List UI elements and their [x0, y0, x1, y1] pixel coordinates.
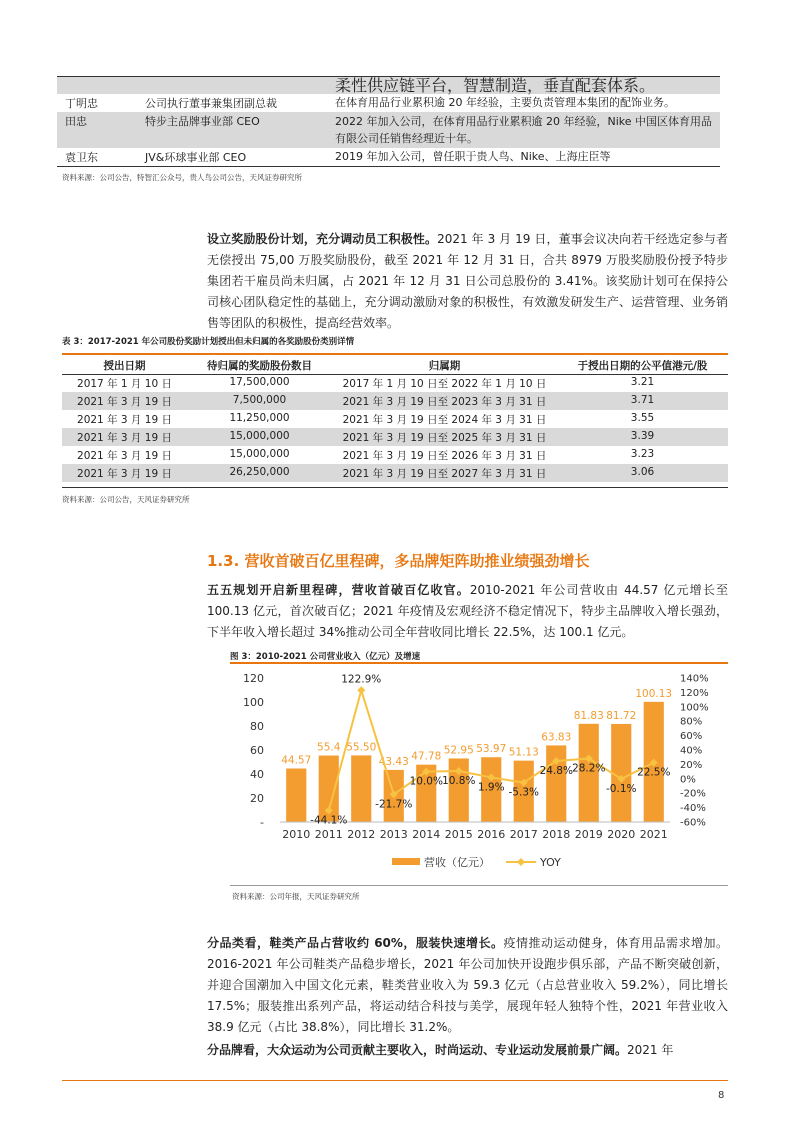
source-note: 资料来源：公司公告，天风证券研究所 [62, 495, 190, 504]
yoy-value-label: -21.7% [375, 798, 413, 811]
category-tick: 2016 [477, 828, 506, 841]
right-axis-tick: -60% [680, 817, 706, 829]
exec-desc: 在体育用品行业累积逾 20 年经验，主要负责管理本集团的配饰业务。 [335, 96, 675, 109]
figure-bottom-line [230, 885, 728, 886]
category-tick: 2011 [314, 828, 343, 841]
bar-value-label: 63.83 [541, 731, 572, 744]
source-note: 资料来源：公司年报，天风证券研究所 [232, 892, 360, 901]
table-header-line [62, 353, 728, 355]
table-row [62, 374, 728, 392]
share-count: 17,500,000 [229, 376, 290, 388]
bar-value-label: 55.50 [346, 741, 377, 754]
category-tick: 2018 [542, 828, 571, 841]
section-heading [207, 550, 590, 571]
exec-name: 丁明忠 [65, 97, 98, 110]
table-row [62, 464, 728, 482]
table-header: 归属期 [428, 360, 461, 372]
vesting-period: 2021 年 3 月 19 日至 2026 年 3 月 31 日 [342, 450, 547, 462]
table-header: 授出日期 [103, 360, 146, 372]
table-row [62, 446, 728, 464]
revenue-bar [286, 769, 306, 822]
grant-date: 2021 年 3 月 19 日 [77, 414, 172, 426]
share-count: 26,250,000 [229, 466, 290, 478]
category-tick: 2013 [379, 828, 408, 841]
right-axis-tick: -20% [680, 788, 706, 800]
paragraph-body: 2010-2021 年公司营收由 44.57 亿元增长至 100.13 亿元，首次破百亿；2021 年疫情及宏观经济不稳定情况下，特步主品牌收入增长强劲，下半年收入增长超过 34%推动公司全年营收同比增长 22.5%，达 100.1 亿元。 [207, 583, 728, 639]
revenue-chart [230, 664, 728, 884]
category-tick: 2019 [574, 828, 603, 841]
yoy-value-label: 1.9% [477, 781, 505, 794]
right-axis-tick: 0% [680, 774, 696, 786]
left-axis-tick: - [260, 816, 264, 829]
exec-desc: 柔性供应链平台，智慧制造，垂直配套体系。 [335, 76, 656, 95]
section-title: 营收首破百亿里程碑，多品牌矩阵助推业绩强劲增长 [244, 552, 590, 570]
category-tick: 2021 [639, 828, 668, 841]
paragraph-category [207, 933, 728, 1038]
paragraph-body: 2021 年 [627, 1043, 674, 1057]
exec-desc: 2019 年加入公司，曾任职于贵人鸟、Nike、上海庄臣等 [335, 150, 611, 163]
paragraph-revenue [207, 580, 728, 643]
figure-title: 图 3：2010-2021 公司营业收入（亿元）及增速 [230, 652, 421, 662]
footer-line [62, 1080, 728, 1081]
grant-date: 2021 年 3 月 19 日 [77, 432, 172, 444]
legend-label: 营收（亿元） [424, 856, 490, 869]
category-tick: 2010 [282, 828, 311, 841]
table-row [57, 112, 720, 148]
vesting-period: 2021 年 3 月 19 日至 2023 年 3 月 31 日 [342, 396, 547, 408]
yoy-value-label: 24.8% [539, 764, 573, 777]
left-axis-tick: 20 [250, 792, 264, 805]
legend-label: YOY [540, 856, 561, 869]
right-axis-tick: 140% [680, 673, 709, 685]
table-row [62, 410, 728, 428]
table-row [62, 428, 728, 446]
share-count: 7,500,000 [232, 394, 287, 406]
exec-title: 特步主品牌事业部 CEO [145, 115, 260, 128]
bar-value-label: 44.57 [281, 754, 312, 767]
right-axis-tick: 120% [680, 687, 709, 699]
table-row [57, 77, 720, 94]
left-axis-tick: 80 [250, 720, 264, 733]
yoy-value-label: -44.1% [310, 814, 348, 827]
yoy-value-label: 22.5% [637, 766, 671, 779]
fair-value: 3.06 [630, 466, 655, 478]
legend-marker [517, 858, 525, 866]
yoy-value-label: 122.9% [341, 673, 382, 686]
bar-value-label: 100.13 [635, 687, 673, 700]
grant-date: 2021 年 3 月 19 日 [77, 396, 172, 408]
bar-value-label: 55.4 [317, 741, 341, 754]
bar-value-label: 81.72 [606, 709, 637, 722]
bar-value-label: 51.13 [508, 746, 539, 759]
page-number: 8 [718, 1090, 725, 1101]
right-axis-tick: 60% [680, 731, 703, 743]
bar-value-label: 53.97 [476, 743, 507, 756]
paragraph-brand [207, 1040, 728, 1061]
exec-name: 袁卫东 [65, 151, 98, 164]
table-header-row [62, 356, 728, 374]
paragraph-lead: 五五规划开启新里程碑，营收首破百亿收官。 [207, 583, 470, 597]
category-tick: 2012 [347, 828, 376, 841]
paragraph-body: 2021 年 3 月 19 日，董事会议决向若干经选定参与者无偿授出 75,00 万股奖励股份，截至 2021 年 12 月 31 日，合共 8979 万股奖励股份授予特步集团若干雇员尚未归属，占 2021 年 12 月 31 日公司总股份的 3.41%。该奖励计划可在保持公司核心团队稳定性的基础上，充分调动激励对象的积极性，有效激发研发生产、运营管理、业务销售等团队的积极性，提高经营效率。 [207, 232, 728, 330]
paragraph-lead: 设立奖励股份计划，充分调动员工积极性。 [207, 232, 438, 246]
category-tick: 2017 [509, 828, 538, 841]
grant-date: 2021 年 3 月 19 日 [77, 468, 172, 480]
exec-name: 田忠 [65, 115, 87, 128]
left-axis-tick: 120 [243, 672, 264, 685]
bar-value-label: 52.95 [443, 744, 474, 757]
bar-value-label: 43.43 [378, 755, 409, 768]
right-axis-tick: 40% [680, 745, 703, 757]
yoy-value-label: 28.2% [572, 762, 606, 775]
category-tick: 2015 [444, 828, 473, 841]
table-divider [62, 374, 728, 375]
table-title: 表 3：2017-2021 年公司股份奖励计划授出但未归属的各奖励股份类别详情 [62, 337, 355, 347]
fair-value: 3.23 [630, 448, 655, 460]
paragraph-body: 疫情推动运动健身，体育用品需求增加。2016-2021 年公司鞋类产品稳步增长，2021 年公司加快开设跑步俱乐部，产品不断突破创新，并迎合国潮加入中国文化元素，鞋类营业收入为 59.3 亿元（占总营业收入 59.2%），同比增长 17.5%；服装推出系列产品，将运动结合科技与美学，展现年轻人独特个性，2021 年营业收入 38.9 亿元（占比 38.8%），同比增长 31.2%。 [207, 936, 728, 1034]
left-axis-tick: 100 [243, 696, 264, 709]
table-bottom-line [57, 166, 720, 167]
exec-desc: 2022 年加入公司，在体育用品行业累积逾 20 年经验，Nike 中国区体育用品有限公司任销售经理近十年。 [335, 115, 713, 145]
yoy-value-label: -5.3% [508, 786, 539, 799]
source-note: 资料来源：公司公告，特智汇公众号，贵人鸟公司公告，天风证券研究所 [62, 173, 302, 182]
share-count: 15,000,000 [229, 448, 290, 460]
yoy-value-label: 10.0% [409, 775, 443, 788]
table-row [62, 392, 728, 410]
bar-value-label: 47.78 [411, 750, 442, 763]
share-count: 15,000,000 [229, 430, 290, 442]
category-tick: 2020 [607, 828, 636, 841]
fair-value: 3.55 [630, 412, 655, 424]
revenue-bar [546, 745, 566, 822]
right-axis-tick: -40% [680, 803, 706, 815]
yoy-value-label: -0.1% [606, 782, 637, 795]
revenue-bar [611, 724, 631, 822]
share-count: 11,250,000 [229, 412, 290, 424]
revenue-bar [351, 755, 371, 822]
fair-value: 3.39 [630, 430, 655, 442]
fair-value: 3.21 [630, 376, 655, 388]
left-axis-tick: 60 [250, 744, 264, 757]
table-header: 于授出日期的公平值港元/股 [577, 360, 708, 372]
fair-value: 3.71 [630, 394, 655, 406]
exec-title: 公司执行董事兼集团副总裁 [145, 97, 277, 110]
yoy-marker [357, 686, 365, 694]
bar-value-label: 81.83 [573, 709, 604, 722]
vesting-period: 2021 年 3 月 19 日至 2024 年 3 月 31 日 [342, 414, 547, 426]
right-axis-tick: 80% [680, 716, 703, 728]
paragraph-incentive [207, 229, 728, 334]
vesting-period: 2021 年 3 月 19 日至 2027 年 3 月 31 日 [342, 468, 547, 480]
vesting-period: 2021 年 3 月 19 日至 2025 年 3 月 31 日 [342, 432, 547, 444]
table-row [57, 94, 720, 112]
table-bottom-line [62, 487, 728, 488]
yoy-value-label: 10.8% [442, 775, 476, 788]
right-axis-tick: 100% [680, 702, 709, 714]
right-axis-tick: 20% [680, 759, 703, 771]
exec-title: JV&环球事业部 CEO [145, 151, 247, 164]
grant-date: 2017 年 1 月 10 日 [77, 378, 172, 390]
vesting-period: 2017 年 1 月 10 日至 2022 年 1 月 10 日 [342, 378, 547, 390]
table-header: 待归属的奖励股份数目 [207, 360, 312, 372]
category-tick: 2014 [412, 828, 441, 841]
paragraph-lead: 分品类看，鞋类产品占营收约 60%，服装快速增长。 [207, 936, 504, 950]
paragraph-lead: 分品牌看，大众运动为公司贡献主要收入，时尚运动、专业运动发展前景广阔。 [207, 1043, 628, 1057]
legend-bar-swatch [392, 858, 420, 865]
section-number: 1.3. [207, 552, 240, 570]
left-axis-tick: 40 [250, 768, 264, 781]
table-row [57, 148, 720, 166]
grant-date: 2021 年 3 月 19 日 [77, 450, 172, 462]
